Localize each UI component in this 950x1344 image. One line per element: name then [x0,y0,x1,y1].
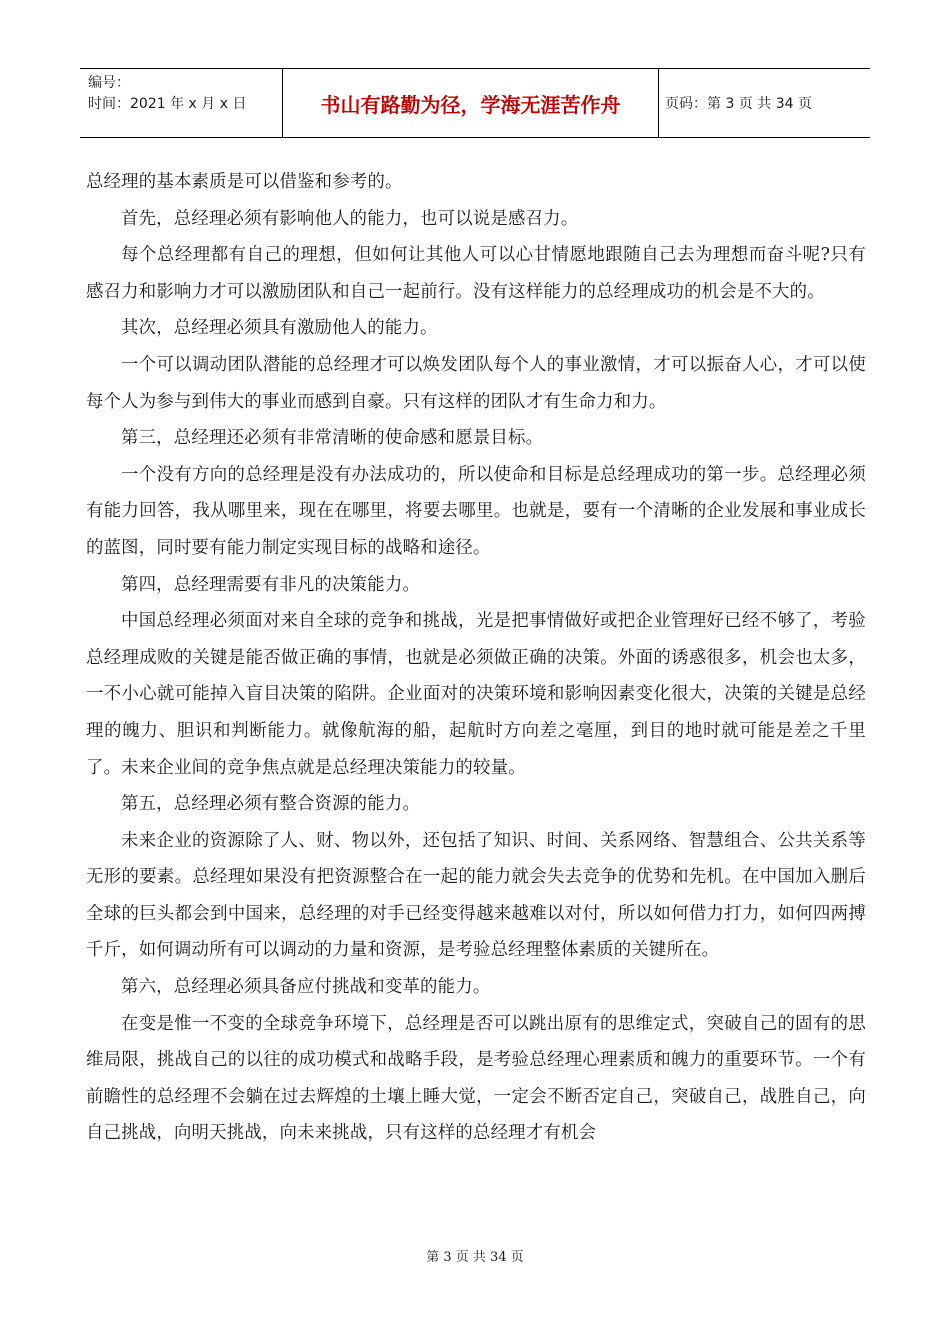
page-header [80,68,870,138]
paragraph: 总经理的基本素质是可以借鉴和参考的。 [86,172,403,192]
page-footer: 第 3 页 共 34 页 [426,1250,524,1265]
paragraph: 每个总经理都有自己的理想，但如何让其他人可以心甘情愿地跟随自己去为理想而奋斗呢?只有感召力和影响力才可以激励团队和自己一起前行。没有这样能力的总经理成功的机会是不大的。 [86,245,866,302]
paragraph: 一个没有方向的总经理是没有办法成功的，所以使命和目标是总经理成功的第一步。总经理必须有能力回答，我从哪里来，现在在哪里，将要去哪里。也就是，要有一个清晰的企业发展和事业成长的蓝图，同时要有能力制定实现目标的战略和途径。 [86,464,866,558]
header-meta [80,69,282,137]
paragraph: 在变是惟一不变的全球竞争环境下，总经理是否可以跳出原有的思维定式，突破自己的固有的思维局限，挑战自己的以往的成功模式和战略手段，是考验总经理心理素质和魄力的重要环节。一个有前瞻性的总经理不会躺在过去辉煌的土壤上睡大觉，一定会不断否定自己，突破自己，战胜自己，向自己挑战，向明天挑战，向未来挑战，只有这样的总经理才有机会 [86,1013,866,1144]
paragraph: 第四，总经理需要有非凡的决策能力。 [121,574,421,595]
paragraph: 其次，总经理必须具有激励他人的能力。 [121,318,438,339]
paragraph: 未来企业的资源除了人、财、物以外，还包括了知识、时间、关系网络、智慧组合、公共关系等无形的要素。总经理如果没有把资源整合在一起的能力就会失去竞争的优势和先机。在中国加入删后全球的巨头都会到中国来，总经理的对手已经变得越来越难以对付，所以如何借力打力，如何四两搏千斤，如何调动所有可以调动的力量和资源，是考验总经理整体素质的关键所在。 [86,830,866,961]
serial-number-label: 编号： [88,75,130,91]
paragraph: 第三，总经理还必须有非常清晰的使命感和愿景目标。 [121,428,544,449]
paragraph: 中国总经理必须面对来自全球的竞争和挑战，光是把事情做好或把企业管理好已经不够了，考验总经理成败的关键是能否做正确的事情，也就是必须做正确的决策。外面的诱惑很多，机会也太多，一不小心就可能掉入盲目决策的陷阱。企业面对的决策环境和影响因素变化很大，决策的关键是总经理的魄力、胆识和判断能力。就像航海的船，起航时方向差之毫厘，到目的地时就可能是差之千里了。未来企业间的竞争焦点就是总经理决策能力的较量。 [86,611,866,778]
paragraph: 首先，总经理必须有影响他人的能力，也可以说是感召力。 [121,208,579,229]
paragraph: 第五，总经理必须有整合资源的能力。 [121,794,421,815]
date-label: 时间：2021 年 x 月 x 日 [88,96,247,112]
paragraph: 第六，总经理必须具备应付挑战和变革的能力。 [121,977,491,998]
paragraph: 一个可以调动团队潜能的总经理才可以焕发团队每个人的事业激情，才可以振奋人心，才可以使每个人为参与到伟大的事业而感到自豪。只有这样的团队才有生命力和力。 [86,354,866,412]
header-page-info: 页码：第 3 页 共 34 页 [665,96,812,112]
header-motto: 书山有路勤为径，学海无涯苦作舟 [282,69,659,137]
document-body [86,164,866,1152]
